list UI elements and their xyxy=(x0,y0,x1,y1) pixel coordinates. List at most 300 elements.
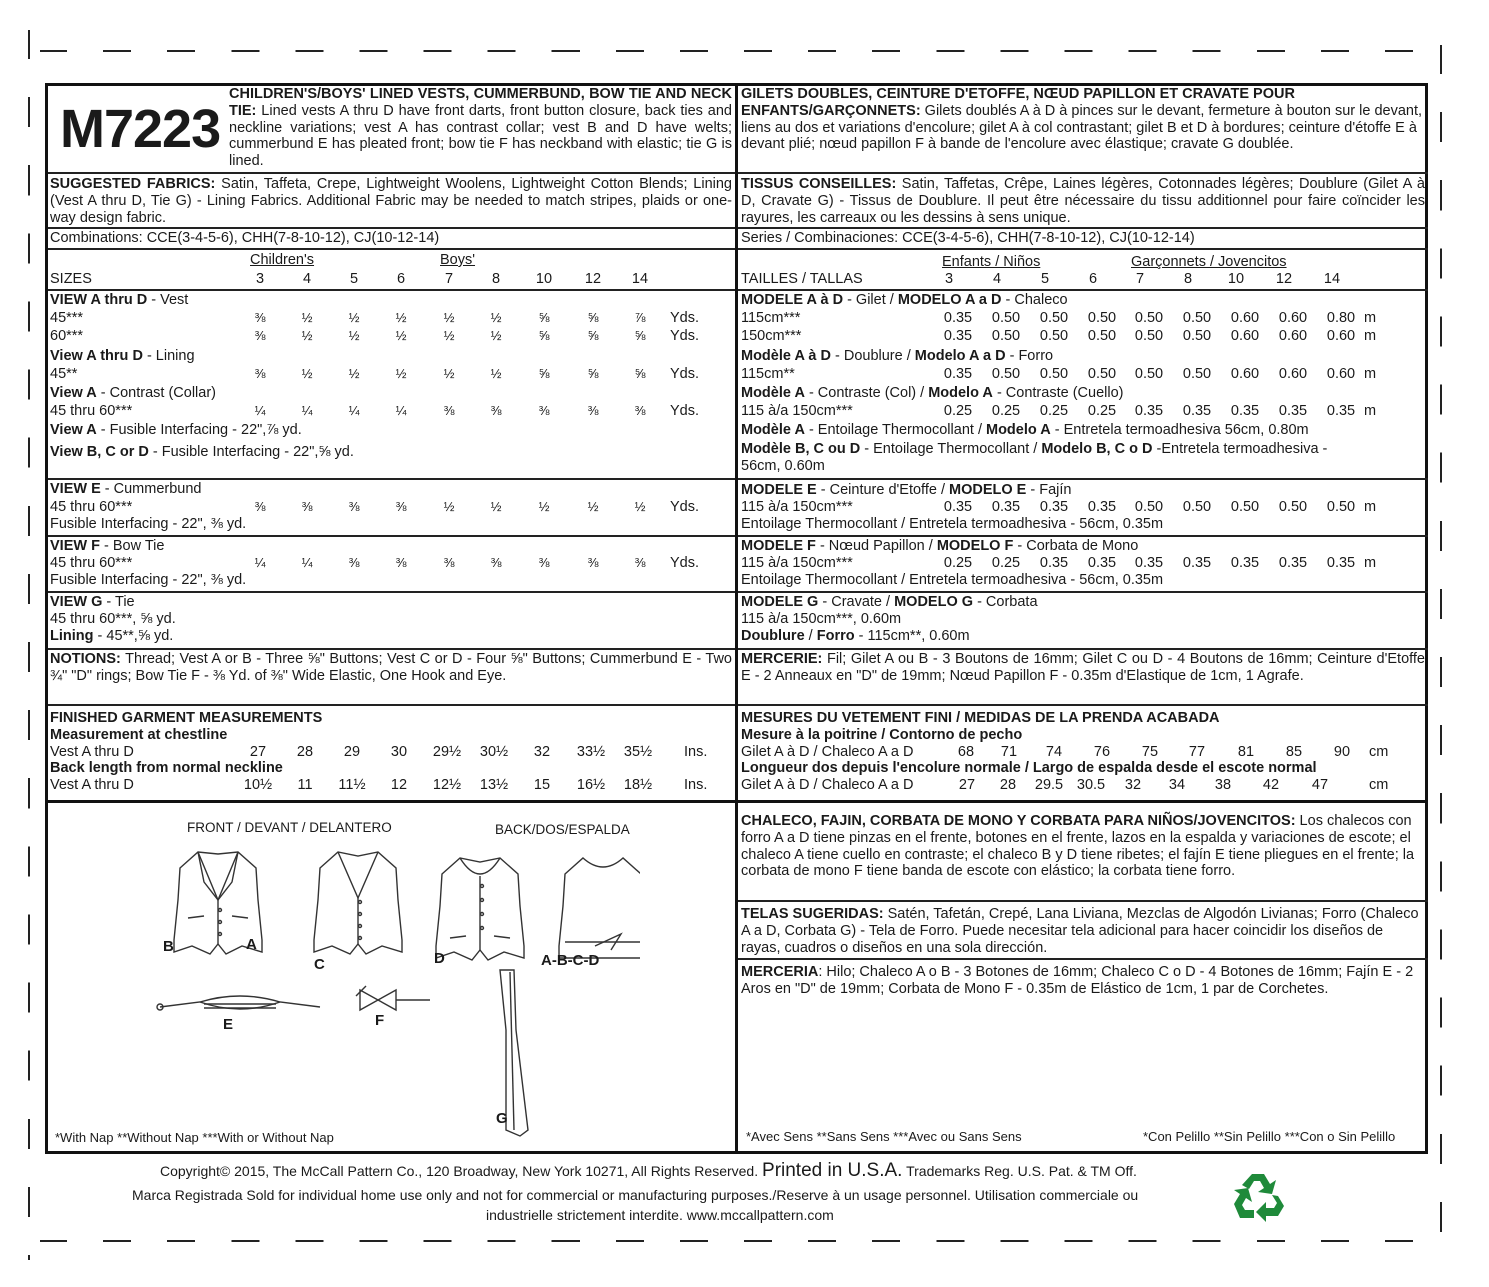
view-e-unit: Yds. xyxy=(670,499,700,515)
fr-row-head-text: - Contraste (Col) / xyxy=(804,385,929,401)
view-f-value: ⅜ xyxy=(538,555,550,570)
fr-row-value: 0.60 xyxy=(1278,366,1308,382)
size-en: 3 xyxy=(255,271,265,287)
en-row-value: ⅝ xyxy=(587,328,599,343)
size-en: 5 xyxy=(349,271,359,287)
en-row-head-text: - Fusible Interfacing - 22",⅞ yd. xyxy=(96,422,302,438)
measure-fr-r1-value: 77 xyxy=(1188,744,1206,760)
measure-en-r2-value: 12 xyxy=(390,777,408,793)
spanish-description xyxy=(741,813,1421,880)
measure-fr-r2-label: Gilet A à D / Chaleco A a D xyxy=(741,777,914,793)
spanish-notions xyxy=(741,964,1425,998)
fr-row-label: 115cm** xyxy=(741,366,795,382)
measure-fr-r2-value: 32 xyxy=(1124,777,1142,793)
modele-e-head xyxy=(741,482,1071,498)
size-en: 8 xyxy=(491,271,501,287)
en-row-value: ½ xyxy=(490,328,502,343)
en-row-value: ½ xyxy=(348,366,360,381)
view-g-head-text: - Tie xyxy=(102,594,135,610)
view-f-value: ⅜ xyxy=(587,555,599,570)
header-en-bold: CHILDREN'S/BOYS' LINED VESTS, CUMMERBUND, BOW TIE AND NECK TIE: xyxy=(229,86,732,119)
fabrics-en-bold: SUGGESTED FABRICS: xyxy=(50,176,216,192)
en-row-value: ½ xyxy=(443,310,455,325)
modele-f-head-text: - Nœud Papillon / xyxy=(815,538,937,554)
measure-en-r2-value: 18½ xyxy=(623,777,653,793)
fr-row-label: 150cm*** xyxy=(741,328,802,344)
back-label: BACK/DOS/ESPALDA xyxy=(495,822,630,837)
modele-f-unit: m xyxy=(1364,555,1377,571)
size-fr: 6 xyxy=(1088,271,1098,287)
view-g-head-bold: VIEW G xyxy=(50,594,103,610)
fr-row-head-bold2: MODELO A a D xyxy=(897,292,1002,308)
modele-e-unit: m xyxy=(1364,499,1377,515)
measure-en-r2-value: 16½ xyxy=(576,777,606,793)
size-fr: 10 xyxy=(1227,271,1245,287)
measure-fr-r2-value: 28 xyxy=(999,777,1017,793)
view-f-value: ⅜ xyxy=(490,555,502,570)
fr-row-head-text: - Entoilage Thermocollant / xyxy=(804,422,986,438)
size-fr: 12 xyxy=(1275,271,1293,287)
cut-line-left xyxy=(28,30,30,1260)
en-row-value: ⅝ xyxy=(634,328,646,343)
fr-row-value: 0.35 xyxy=(1182,403,1212,419)
size-en: 12 xyxy=(584,271,602,287)
size-fr: 14 xyxy=(1323,271,1341,287)
recycle-icon xyxy=(1230,1170,1286,1222)
view-g-head xyxy=(50,594,135,610)
fr-row-value: 0.80 xyxy=(1326,310,1356,326)
fr-row-head-bold: Modèle A à D xyxy=(741,348,831,364)
view-f-head xyxy=(50,538,164,554)
modele-g-line1: 115 à/a 150cm***, 0.60m xyxy=(741,611,902,627)
header-fr xyxy=(741,86,1425,153)
measure-en-r2-value: 13½ xyxy=(479,777,509,793)
en-row-value: ⅝ xyxy=(538,328,550,343)
modele-g-head-text: - Cravate / xyxy=(818,594,895,610)
en-row-value: ⅜ xyxy=(587,403,599,418)
view-f-label: 45 thru 60*** xyxy=(50,555,133,571)
cut-line-bottom xyxy=(40,1240,1430,1242)
view-e-value: ½ xyxy=(587,499,599,514)
measure-en-r1-value: 30½ xyxy=(479,744,509,760)
modele-e-head-text2: - Fajín xyxy=(1026,482,1072,498)
en-row-unit: Yds. xyxy=(670,328,700,344)
spanish-desc-bold: CHALECO, FAJIN, CORBATA DE MONO Y CORBATA PARA NIÑOS/JOVENCITOS: xyxy=(741,813,1296,829)
header-fr-text: Gilets doublés A à D à pinces sur le devant, fermeture à bouton sur le devant, liens au dos et variations d'encolure; gilet A à col contrastant; gilet B et D à bordures; ceinture d'étoffe E à devant plié; nœud papillon F à bande de l'encolure avec élastique; cravate G doublée. xyxy=(741,102,1423,153)
modele-e-value: 0.35 xyxy=(991,499,1021,515)
view-e-head xyxy=(50,481,202,497)
vest-c-drawing xyxy=(314,852,402,954)
fr-row-head-bold2: Modelo A xyxy=(928,385,993,401)
view-e-value: ⅜ xyxy=(395,499,407,514)
cut-line-top xyxy=(40,50,1430,52)
view-e-value: ½ xyxy=(490,499,502,514)
measure-en-r1-unit: Ins. xyxy=(684,744,708,760)
notions-fr xyxy=(741,651,1425,685)
measure-fr-r2-value: 38 xyxy=(1214,777,1232,793)
fr-row-value: 0.50 xyxy=(1182,328,1212,344)
measure-fr-r1-value: 71 xyxy=(1000,744,1018,760)
measure-fr-r2-value: 30.5 xyxy=(1076,777,1106,793)
measure-fr-r1-value: 76 xyxy=(1093,744,1111,760)
en-row-label: 45** xyxy=(50,366,78,382)
measure-en-sub1: Measurement at chestline xyxy=(50,727,228,743)
notions-en-bold: NOTIONS: xyxy=(50,651,121,667)
usage-line-2: industrielle strictement interdite. www.mccallpattern.com xyxy=(486,1207,834,1223)
modele-e-value: 0.50 xyxy=(1278,499,1308,515)
fr-row-head-bold: MODELE A à D xyxy=(741,292,844,308)
modele-e-head-text: - Ceinture d'Etoffe / xyxy=(816,482,949,498)
en-row-value: ⅞ xyxy=(634,310,646,325)
measure-fr-r1-value: 75 xyxy=(1141,744,1159,760)
measure-en-r1-value: 32 xyxy=(533,744,551,760)
en-row-value: ¼ xyxy=(254,403,266,418)
label-abcd: A-B-C-D xyxy=(541,952,600,969)
fr-row-value: 0.60 xyxy=(1230,366,1260,382)
fr-row-value: 0.25 xyxy=(1039,403,1069,419)
modele-g-head-bold: MODELE G xyxy=(741,594,819,610)
notions-en xyxy=(50,651,732,685)
modele-f-head-text2: - Corbata de Mono xyxy=(1013,538,1139,554)
fr-row-value: 0.50 xyxy=(991,366,1021,382)
fr-row-value: 0.60 xyxy=(1326,328,1356,344)
size-en: 6 xyxy=(396,271,406,287)
fr-row-value: 0.50 xyxy=(1087,328,1117,344)
measure-fr-r2-value: 27 xyxy=(958,777,976,793)
spanish-telas-bold: TELAS SUGERIDAS: xyxy=(741,906,884,922)
fr-row-head-text2: -Entretela termoadhesiva - xyxy=(1152,441,1328,457)
fr-row-value: 0.60 xyxy=(1278,310,1308,326)
en-row-value: ⅜ xyxy=(254,328,266,343)
spanish-merc-bold: MERCERIA xyxy=(741,964,819,980)
fr-row-head-text2: - Chaleco xyxy=(1001,292,1068,308)
measure-en-r1-value: 30 xyxy=(390,744,408,760)
en-row-unit: Yds. xyxy=(670,310,700,326)
notions-fr-text: Fil; Gilet A ou B - 3 Boutons de 16mm; Gilet C ou D - 4 Boutons de 16mm; Ceinture d'Etoffe E - 2 Anneaux en "D" de 19mm; Nœud Papillon F - 0.35m d'Elastique de 1cm, 1 Agrafe. xyxy=(741,651,1425,684)
measure-fr-r2-value: 29.5 xyxy=(1034,777,1064,793)
en-row-label: 45 thru 60*** xyxy=(50,403,133,419)
view-e-value: ½ xyxy=(538,499,550,514)
en-row-label: 45*** xyxy=(50,310,84,326)
en-row-value: ¼ xyxy=(395,403,407,418)
measure-en-r1-value: 28 xyxy=(296,744,314,760)
en-row-value: ⅝ xyxy=(538,366,550,381)
en-row-head-text: - Lining xyxy=(142,348,195,364)
en-row-head-bold: View B, C or D xyxy=(50,444,149,460)
size-fr: 8 xyxy=(1183,271,1193,287)
measure-fr-title: MESURES DU VETEMENT FINI / MEDIDAS DE LA PRENDA ACABADA xyxy=(741,710,1220,726)
header-fr-bold: GILETS DOUBLES, CEINTURE D'ETOFFE, NŒUD PAPILLON ET CRAVATE POUR ENFANTS/GARÇONNETS: xyxy=(741,86,1295,119)
size-fr: 4 xyxy=(992,271,1002,287)
fr-row-head-bold: Modèle A xyxy=(741,385,805,401)
view-e-extra: Fusible Interfacing - 22", ⅜ yd. xyxy=(50,516,247,532)
view-e-value: ½ xyxy=(443,499,455,514)
fabrics-fr-bold: TISSUS CONSEILLES: xyxy=(741,176,897,192)
fr-row-value: 0.50 xyxy=(1182,366,1212,382)
view-f-value: ⅜ xyxy=(634,555,646,570)
en-row-value: ⅜ xyxy=(490,403,502,418)
view-f-head-bold: VIEW F xyxy=(50,538,100,554)
measure-en-r1-value: 27 xyxy=(249,744,267,760)
view-e-value: ⅜ xyxy=(301,499,313,514)
modele-f-value: 0.35 xyxy=(1134,555,1164,571)
measure-en-r2-value: 15 xyxy=(533,777,551,793)
modele-g-doublure-text2: - 115cm**, 0.60m xyxy=(854,628,970,644)
en-row-head xyxy=(50,422,302,438)
column-divider xyxy=(735,83,738,1154)
spanish-fabrics xyxy=(741,906,1425,956)
measure-fr-r2-value: 34 xyxy=(1168,777,1186,793)
cummerbund-e-drawing xyxy=(157,996,320,1010)
divider xyxy=(738,591,1428,593)
en-row-value: ⅝ xyxy=(634,366,646,381)
size-en: 10 xyxy=(535,271,553,287)
fr-row-value: 0.35 xyxy=(1230,403,1260,419)
fr-row-head-bold2: Modelo A a D xyxy=(914,348,1006,364)
view-f-value: ⅜ xyxy=(443,555,455,570)
fabrics-en xyxy=(50,176,732,226)
size-en: 4 xyxy=(302,271,312,287)
vest-back-drawing xyxy=(559,858,640,958)
spanish-telas-text: Satén, Tafetán, Crepé, Lana Liviana, Mezclas de Algodón Livianas; Forro (Chaleco A a D, Corbata G) - Tela de Forro. Puede necesitar tela adicional para hacer coincidir los diseños de rayas, cuadros o diseños en una sola dirección. xyxy=(741,906,1419,956)
fr-row-head xyxy=(741,348,1053,364)
fr-row-value: 0.50 xyxy=(1039,366,1069,382)
fr-row-value: 0.50 xyxy=(1134,366,1164,382)
fr-row-head xyxy=(741,441,1327,457)
fr-row-head-bold: Modèle A xyxy=(741,422,805,438)
view-g-lining-text: - 45**,⅝ yd. xyxy=(93,628,174,644)
view-f-value: ⅜ xyxy=(348,555,360,570)
en-row-head xyxy=(50,444,354,460)
modele-g-doublure xyxy=(741,628,970,644)
view-f-extra: Fusible Interfacing - 22", ⅜ yd. xyxy=(50,572,247,588)
modele-f-value: 0.35 xyxy=(1230,555,1260,571)
en-row-head xyxy=(50,348,195,364)
fr-row-unit: m xyxy=(1364,366,1377,382)
fr-row-head-bold2: Modelo B, C o D xyxy=(1041,441,1153,457)
measure-en-sub2: Back length from normal neckline xyxy=(50,760,283,776)
modele-e-value: 0.50 xyxy=(1134,499,1164,515)
sizes-label-en: SIZES xyxy=(50,271,92,287)
en-row-head-bold: View A thru D xyxy=(50,348,143,364)
fr-row-head xyxy=(741,422,1309,438)
label-e: E xyxy=(223,1016,234,1033)
en-row-head-text: - Contrast (Collar) xyxy=(96,385,216,401)
modele-g-doublure-bold: Doublure xyxy=(741,628,805,644)
fr-row-head-text: - Doublure / xyxy=(830,348,915,364)
fr-row-value: 0.50 xyxy=(1182,310,1212,326)
modele-f-head xyxy=(741,538,1138,554)
label-g: G xyxy=(496,1110,508,1127)
pattern-number: M7223 xyxy=(60,99,221,159)
en-row-value: ⅜ xyxy=(443,403,455,418)
modele-e-extra: Entoilage Thermocollant / Entretela termoadhesiva - 56cm, 0.35m xyxy=(741,516,1164,532)
view-f-unit: Yds. xyxy=(670,555,700,571)
cut-line-right xyxy=(1440,45,1442,1260)
divider xyxy=(48,535,735,537)
fr-row-head-bold2: Modelo A xyxy=(986,422,1051,438)
en-row-value: ⅜ xyxy=(254,366,266,381)
header-en-text: Lined vests A thru D have front darts, front button closure, back ties and neckline variations; vest A has contrast collar; vest B and D have welts; cummerbund E has pleated front; bow tie F has neckband with elastic; tie G is lined. xyxy=(229,102,732,170)
label-f: F xyxy=(375,1012,385,1029)
size-en: 7 xyxy=(444,271,454,287)
modele-e-label: 115 à/a 150cm*** xyxy=(741,499,853,515)
en-row-value: ½ xyxy=(301,366,313,381)
fr-row-value: 0.60 xyxy=(1326,366,1356,382)
fabrics-fr xyxy=(741,176,1425,226)
measure-fr-r1-unit: cm xyxy=(1369,744,1389,760)
sizes-group-children: Children's xyxy=(250,252,315,268)
modele-f-head-bold2: MODELO F xyxy=(936,538,1014,554)
modele-g-doublure-text: / xyxy=(804,628,817,644)
en-row-value: ⅜ xyxy=(254,310,266,325)
en-row-value: ½ xyxy=(395,366,407,381)
sizes-label-fr: TAILLES / TALLAS xyxy=(741,271,863,287)
en-row-value: ¼ xyxy=(301,403,313,418)
measure-en-title: FINISHED GARMENT MEASUREMENTS xyxy=(50,710,323,726)
en-row-unit: Yds. xyxy=(670,403,700,419)
view-f-head-text: - Bow Tie xyxy=(99,538,165,554)
fr-row-value: 0.50 xyxy=(1087,310,1117,326)
fr-row-value: 0.60 xyxy=(1278,328,1308,344)
measure-en-r1-value: 35½ xyxy=(623,744,653,760)
fr-row-head xyxy=(741,385,1123,401)
en-row-head xyxy=(50,292,188,308)
footnote-en: *With Nap **Without Nap ***With or Without Nap xyxy=(55,1130,334,1145)
modele-f-value: 0.35 xyxy=(1182,555,1212,571)
fr-row-value: 0.25 xyxy=(1087,403,1117,419)
modele-g-head-bold2: MODELO G xyxy=(894,594,974,610)
modele-f-label: 115 à/a 150cm*** xyxy=(741,555,853,571)
measure-fr-r1-label: Gilet A à D / Chaleco A a D xyxy=(741,744,914,760)
label-d: D xyxy=(434,950,445,967)
fr-row-value: 0.35 xyxy=(1278,403,1308,419)
en-row-value: ½ xyxy=(490,366,502,381)
label-c: C xyxy=(314,956,325,973)
modele-e-head-bold: MODELE E xyxy=(741,482,817,498)
fr-row-head-text2: - Entretela termoadhesiva 56cm, 0.80m xyxy=(1050,422,1309,438)
view-f-value: ⅜ xyxy=(395,555,407,570)
view-g-line1: 45 thru 60***, ⅝ yd. xyxy=(50,611,176,627)
view-e-value: ⅜ xyxy=(254,499,266,514)
measure-en-r1-value: 33½ xyxy=(576,744,606,760)
measure-en-r1-label: Vest A thru D xyxy=(50,744,134,760)
fr-row-cont: 56cm, 0.60m xyxy=(741,458,825,474)
fr-row-head-text: - Entoilage Thermocollant / xyxy=(860,441,1042,457)
measure-fr-r1-value: 68 xyxy=(957,744,975,760)
header-en xyxy=(229,86,732,170)
en-row-value: ¼ xyxy=(348,403,360,418)
measure-fr-r1-value: 85 xyxy=(1285,744,1303,760)
en-row-value: ⅜ xyxy=(634,403,646,418)
modele-e-value: 0.35 xyxy=(1039,499,1069,515)
measure-fr-r2-unit: cm xyxy=(1369,777,1389,793)
modele-e-head-bold2: MODELO E xyxy=(949,482,1027,498)
label-a: A xyxy=(246,936,257,953)
fr-row-value: 0.50 xyxy=(1039,310,1069,326)
sizes-group-boys: Boys' xyxy=(440,252,476,268)
fr-row-value: 0.50 xyxy=(1039,328,1069,344)
en-row-head-text: - Vest xyxy=(147,292,189,308)
measure-en-r1-value: 29 xyxy=(343,744,361,760)
divider xyxy=(48,591,735,593)
divider xyxy=(738,535,1428,537)
measure-en-r2-value: 11½ xyxy=(338,777,366,793)
sizes-group-garconnets: Garçonnets / Jovencitos xyxy=(1131,254,1287,270)
notions-en-text: Thread; Vest A or B - Three ⅝" Buttons; Vest C or D - Four ⅝" Buttons; Cummerbund E - Two ¾" "D" rings; Bow Tie F - ⅜ Yd. of ⅜" Wide Elastic, One Hook and Eye. xyxy=(50,651,732,684)
en-row-label: 60*** xyxy=(50,328,84,344)
en-row-head-bold: View A xyxy=(50,422,97,438)
label-b: B xyxy=(163,938,174,955)
modele-f-extra: Entoilage Thermocollant / Entretela termoadhesiva - 56cm, 0.35m xyxy=(741,572,1164,588)
footnote-fr: *Avec Sens **Sans Sens ***Avec ou Sans Sens xyxy=(746,1129,1022,1144)
size-fr: 7 xyxy=(1135,271,1145,287)
fabrics-fr-text: Satin, Taffetas, Crêpe, Laines légères, Cotonnades légères; Doublure (Gilet A à D, Cravate G) - Tissus de Doublure. Il peut être nécessaire du tissu additionnel pour faire coïncider les rayures, les carreaux ou les dessins à sens unique. xyxy=(741,176,1425,226)
modele-e-value: 0.35 xyxy=(1087,499,1117,515)
bow-tie-f-drawing xyxy=(356,986,430,1010)
modele-f-value: 0.35 xyxy=(1278,555,1308,571)
view-e-label: 45 thru 60*** xyxy=(50,499,133,515)
en-row-value: ½ xyxy=(395,328,407,343)
en-row-value: ⅝ xyxy=(538,310,550,325)
fr-row-unit: m xyxy=(1364,328,1377,344)
modele-f-head-bold: MODELE F xyxy=(741,538,816,554)
en-row-value: ⅝ xyxy=(587,310,599,325)
view-g-lining-bold: Lining xyxy=(50,628,94,644)
combinations-en: Combinations: CCE(3-4-5-6), CHH(7-8-10-12), CJ(10-12-14) xyxy=(50,230,440,246)
en-row-value: ½ xyxy=(301,310,313,325)
fr-row-label: 115cm*** xyxy=(741,310,801,326)
measure-en-r2-unit: Ins. xyxy=(684,777,708,793)
view-e-head-bold: VIEW E xyxy=(50,481,101,497)
en-row-head xyxy=(50,385,216,401)
trademark-text: Trademarks Reg. U.S. Pat. & TM Off. xyxy=(906,1163,1137,1179)
en-row-value: ⅝ xyxy=(587,366,599,381)
fr-row-value: 0.25 xyxy=(943,403,973,419)
view-f-value: ¼ xyxy=(301,555,313,570)
en-row-head-bold: VIEW A thru D xyxy=(50,292,148,308)
fr-row-value: 0.35 xyxy=(943,310,973,326)
combinations-fr: Series / Combinaciones: CCE(3-4-5-6), CHH(7-8-10-12), CJ(10-12-14) xyxy=(741,230,1195,246)
fr-row-value: 0.35 xyxy=(1134,403,1164,419)
view-f-value: ¼ xyxy=(254,555,266,570)
en-row-unit: Yds. xyxy=(670,366,700,382)
size-fr: 3 xyxy=(944,271,954,287)
usage-line: Marca Registrada Sold for individual home use only and not for commercial or manufacturing purposes./Reserve à un usage personnel. Utilisation commerciale ou xyxy=(132,1187,1139,1203)
fr-row-value: 0.50 xyxy=(1134,328,1164,344)
fr-row-value: 0.50 xyxy=(1134,310,1164,326)
spanish-desc-text: Los chalecos con forro A a D tiene pinzas en el frente, botones en el frente, lazos en la espalda y variaciones de escote; el chaleco A tiene cuello en contraste; el chaleco B y D tiene ribetes; el fajín E tiene pliegues en el frente; la corbata de mono F tiene banda de escote con elástico; la corbata tiene forro. xyxy=(741,813,1415,880)
en-row-value: ½ xyxy=(348,310,360,325)
modele-f-value: 0.35 xyxy=(1087,555,1117,571)
measure-en-r2-value: 11 xyxy=(297,777,313,793)
en-row-head-bold: View A xyxy=(50,385,97,401)
spanish-merc-text: : Hilo; Chaleco A o B - 3 Botones de 16mm; Chaleco C o D - 4 Botones de 16mm; Fajín E - 2 Aros en "D" de 19mm; Corbata de Mono F - 0.35m de Elástico de 1cm, 1 par de Corchetes. xyxy=(741,964,1414,997)
fr-row-value: 0.60 xyxy=(1230,328,1260,344)
vest-d-drawing xyxy=(436,858,524,960)
fr-row-value: 0.35 xyxy=(943,328,973,344)
modele-f-value: 0.35 xyxy=(1326,555,1356,571)
size-fr: 5 xyxy=(1040,271,1050,287)
fr-row-unit: m xyxy=(1364,310,1377,326)
en-row-value: ½ xyxy=(301,328,313,343)
fr-row-head-text2: - Contraste (Cuello) xyxy=(992,385,1124,401)
fr-row-head xyxy=(741,292,1068,308)
measure-fr-r2-value: 42 xyxy=(1262,777,1280,793)
fr-row-head-text2: - Forro xyxy=(1005,348,1054,364)
fr-row-value: 0.35 xyxy=(943,366,973,382)
measure-en-r2-label: Vest A thru D xyxy=(50,777,134,793)
